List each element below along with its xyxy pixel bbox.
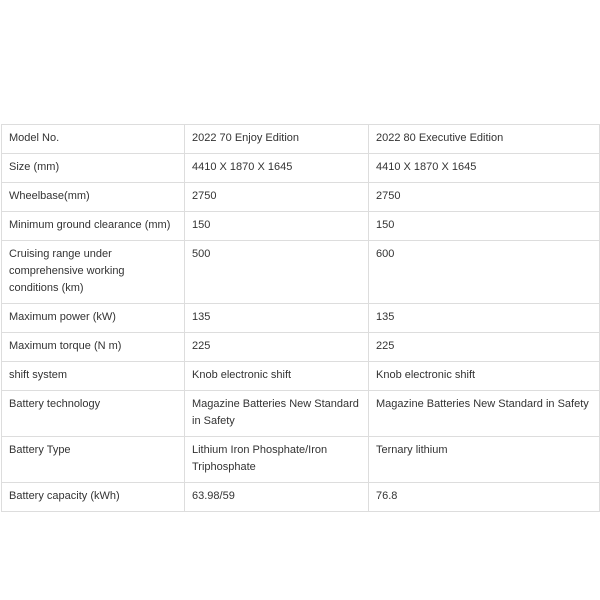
cell-value: 4410 X 1870 X 1645 (185, 154, 369, 183)
row-label: Battery technology (2, 391, 185, 437)
cell-value: 135 (185, 304, 369, 333)
table-row (2, 391, 600, 437)
cell-value: 2022 70 Enjoy Edition (185, 125, 369, 154)
spec-table (1, 124, 600, 512)
cell-value: 150 (369, 212, 600, 241)
row-label: Maximum torque (N m) (2, 333, 185, 362)
cell-value: 600 (369, 241, 600, 304)
cell-value: Magazine Batteries New Standard in Safety (185, 391, 369, 437)
cell-value: 63.98/59 (185, 483, 369, 512)
table-row (2, 362, 600, 391)
row-label: Cruising range under comprehensive working conditions (km) (2, 241, 185, 304)
cell-value: 2750 (369, 183, 600, 212)
row-label: Model No. (2, 125, 185, 154)
cell-value: 4410 X 1870 X 1645 (369, 154, 600, 183)
row-label: Minimum ground clearance (mm) (2, 212, 185, 241)
row-label: Battery capacity (kWh) (2, 483, 185, 512)
table-row (2, 183, 600, 212)
table-row (2, 212, 600, 241)
cell-value: 2750 (185, 183, 369, 212)
table-row (2, 437, 600, 483)
cell-value: Knob electronic shift (185, 362, 369, 391)
table-row (2, 241, 600, 304)
row-label: Wheelbase(mm) (2, 183, 185, 212)
cell-value: 225 (185, 333, 369, 362)
cell-value: Knob electronic shift (369, 362, 600, 391)
table-row (2, 154, 600, 183)
cell-value: Ternary lithium (369, 437, 600, 483)
cell-value: 135 (369, 304, 600, 333)
cell-value: 2022 80 Executive Edition (369, 125, 600, 154)
cell-value: 500 (185, 241, 369, 304)
cell-value: Magazine Batteries New Standard in Safety (369, 391, 600, 437)
cell-value: 76.8 (369, 483, 600, 512)
spec-table-container (1, 124, 599, 512)
table-row (2, 483, 600, 512)
row-label: Maximum power (kW) (2, 304, 185, 333)
cell-value: Lithium Iron Phosphate/Iron Triphosphate (185, 437, 369, 483)
row-label: Size (mm) (2, 154, 185, 183)
table-row (2, 125, 600, 154)
table-row (2, 333, 600, 362)
row-label: Battery Type (2, 437, 185, 483)
cell-value: 150 (185, 212, 369, 241)
cell-value: 225 (369, 333, 600, 362)
row-label: shift system (2, 362, 185, 391)
table-row (2, 304, 600, 333)
